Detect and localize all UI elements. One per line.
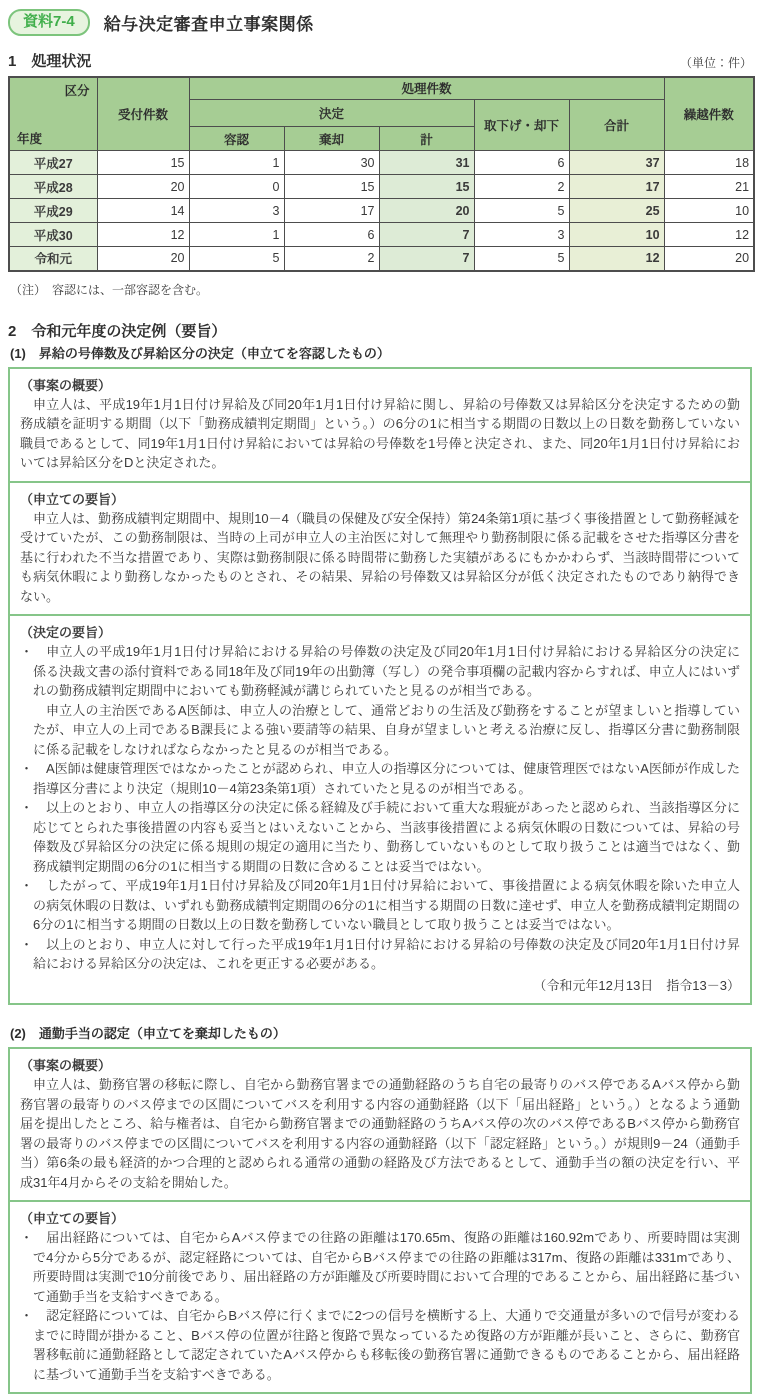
box-title-decision: （決定の要旨） [20,625,112,640]
petition-text: 届出経路については、自宅からAバス停までの往路の距離は170.65m、復路の距離は160.92mであり、所要時間は実測で4分から5分であるが、認定経路については、自宅からBバス停までの往路の距離は317m、復路の距離は331mであり、所要時間は実測で10分前後であり、届出経路の方が距離及び所要時間において合理的であることから、届出経路に基づいて通勤手当を支給すべきである。 [33,1230,740,1304]
box-title-overview: （事案の概要） [20,1058,112,1073]
decision-text: したがって、平成19年1月1日付け昇給及び同20年1月1日付け昇給において、事後措置による病気休暇を除いた申立人の病気休暇の日数は、いずれも勤務成績判定期間の6分の1に相当する期間の日数に達せず、申立人を勤務成績判定期間の6分の1に相当する期間の日数以上の日数を勤務していない職員として取り扱うことは妥当ではない。 [33,878,740,932]
case2-box [8,1047,752,1394]
petition-text: 認定経路については、自宅からBバス停に行くまでに2つの信号を横断する上、大通りで交通量が多いので信号が変わるまでに時間が掛かること、Bバス停の位置が往路と復路で異なっているため復路の方が距離が長いこと、さらに、勤務官署移転前に通勤経路として認定されていたAバス停からも移転後の勤務官署に通勤できるものであることから、届出経路に基づいて通勤手当を支給すべきである。 [33,1308,740,1382]
col-header-accepted: 容認 [189,127,284,151]
value-cell-total: 12 [569,247,664,271]
value-cell: 10 [664,199,754,223]
value-cell: 2 [474,175,569,199]
year-cell: 平成30 [9,223,97,247]
col-header-processed: 処理件数 [189,77,664,100]
value-cell-total: 17 [569,175,664,199]
decision-text: 申立人の平成19年1月1日付け昇給における昇給の号俸数の決定及び同20年1月1日付け昇給における昇給区分の決定に係る決裁文書の添付資料である同18年及び同19年の出勤簿（写し）の発令事項欄の記載内容からすれば、申立人にはいずれの勤務成績判定期間中においても勤務軽減が講じられていたと見るのが相当である。 [33,644,740,698]
overview-paragraph: 申立人は、平成19年1月1日付け昇給及び同20年1月1日付け昇給に関し、昇給の号俸数又は昇給区分を決定するための勤務成績を証明する期間（以下「勤務成績判定期間」という。）の6分の1に相当する期間の日数以上の日数を勤務していない職員であるとして、同19年1月1日付け昇給においては昇給の号俸数を1号俸と決定され、また、同20年1月1日付け昇給においては昇給区分をDと決定された。 [20,396,740,470]
table-row [9,247,754,271]
value-cell: 14 [97,199,189,223]
table-corner-cell [9,77,97,151]
value-cell: 15 [97,151,189,175]
doc-title: 給与決定審査申立事案関係 [103,14,314,34]
value-cell: 5 [474,199,569,223]
value-cell-subtotal: 15 [379,175,474,199]
table-row [9,175,754,199]
overview-paragraph: 申立人は、勤務官署の移転に際し、自宅から勤務官署までの通勤経路のうち自宅の最寄りのバス停であるAバス停から勤務官署の最寄りのバス停までの区間についてバスを利用する内容の通勤経路（以下「届出経路」という。）となるよう通勤届を提出したところ、給与権者は、自宅から勤務官署までの通勤経路のうちAバス停の次のバス停であるBバス停から勤務官署の最寄りのバス停までの区間についてバスを利用する内容の通勤経路（以下「認定経路」という。）が規則9－24（通勤手当）第6条の最も経済的かつ合理的と認められる通常の通勤の経路及び方法であるとして、通勤手当の額の決定を行い、平成31年4月からその支給を開始した。 [20,1077,740,1190]
decision-bullet [20,759,740,798]
col-header-dismissed: 棄却 [284,127,379,151]
table-note: （注） 容認には、一部容認を含む。 [10,282,209,297]
value-cell-subtotal: 20 [379,199,474,223]
section2-heading: 2 令和元年度の決定例（要旨） [8,322,227,340]
value-cell: 12 [664,223,754,247]
bullet-glyph: ・ [20,936,34,952]
box-title-petition: （申立ての要旨） [20,1211,125,1226]
case1-petition [10,481,750,615]
status-table [8,76,755,272]
value-cell: 20 [97,175,189,199]
value-cell: 6 [474,151,569,175]
corner-label-nendo: 年度 [17,132,43,146]
bullet-glyph: ・ [20,644,34,659]
case2-overview [10,1049,750,1200]
table-row [9,223,754,247]
value-cell-subtotal: 7 [379,223,474,247]
value-cell: 5 [474,247,569,271]
petition-bullet [20,1306,740,1384]
bullet-glyph: ・ [20,761,34,776]
value-cell: 21 [664,175,754,199]
decision-bullet [20,876,740,935]
section1-heading: 1 処理状況 [8,52,92,70]
value-cell: 30 [284,151,379,175]
case1-box [8,367,752,1006]
value-cell-total: 37 [569,151,664,175]
value-cell-subtotal: 31 [379,151,474,175]
value-cell: 3 [189,199,284,223]
corner-label-kubun: 区分 [64,83,90,98]
value-cell: 1 [189,223,284,247]
value-cell: 0 [189,175,284,199]
col-header-carryover: 繰越件数 [664,77,754,151]
bullet-glyph: ・ [20,1308,34,1323]
col-header-decision: 決定 [189,100,474,127]
table-row [9,199,754,223]
bullet-glyph: ・ [20,1230,34,1245]
col-header-subtotal: 計 [379,127,474,151]
petition-bullet [20,1228,740,1306]
value-cell: 5 [189,247,284,271]
value-cell: 17 [284,199,379,223]
value-cell: 15 [284,175,379,199]
value-cell: 6 [284,223,379,247]
value-cell: 3 [474,223,569,247]
year-cell: 平成29 [9,199,97,223]
bullet-glyph: ・ [20,878,34,893]
value-cell: 12 [97,223,189,247]
doc-header [8,9,752,36]
case2-heading: (2) 通勤手当の認定（申立てを棄却したもの） [10,1026,286,1041]
case2-petition [10,1200,750,1392]
decision-bullet [20,642,740,701]
case1-decision [10,614,750,1003]
value-cell: 20 [97,247,189,271]
year-cell: 平成28 [9,175,97,199]
decision-bullet [20,935,740,974]
decision-date-line: （令和元年12月13日 指令13－3） [533,977,740,993]
year-cell: 令和元 [9,247,97,271]
unit-note: （単位：件） [679,55,752,70]
box-title-petition: （申立ての要旨） [20,491,125,507]
decision-bullet [20,798,740,876]
bullet-glyph: ・ [20,800,34,815]
decision-text: 以上のとおり、申立人に対して行った平成19年1月1日付け昇給における昇給の号俸数の決定及び同20年1月1日付け昇給における昇給区分の決定は、これを更正する必要がある。 [33,936,740,971]
col-header-withdrawn: 取下げ・却下 [474,100,569,151]
decision-text: 以上のとおり、申立人の指導区分の決定に係る経緯及び手続において重大な瑕疵があったと認められ、当該指導区分に応じてとられた事後措置の内容も妥当とはいえないことから、当該事後措置による病気休暇の日数については、昇給の号俸数及び昇給区分の決定に係る規則の規定の適用に当たり、勤務していないものとして取り扱うことは適当ではなく、勤務成績判定期間の6分の1に相当する期間の日数に含めることは妥当ではない。 [33,800,740,874]
material-number-badge: 資料7-4 [8,9,90,36]
box-title-overview: （事案の概要） [20,377,112,393]
decision-paragraph: 申立人の主治医であるA医師は、申立人の治療として、通常どおりの生活及び勤務をすることが望ましいと指導していたが、申立人の上司であるB課長による強い要請等の結果、自身が望ましいと考える治療に反し、指導区分書に勤務制限に係る記載をしなければならなかったと見るのが相当である。 [33,702,740,757]
col-header-received: 受付件数 [97,77,189,151]
value-cell: 18 [664,151,754,175]
col-header-total: 合計 [569,100,664,151]
petition-paragraph: 申立人は、勤務成績判定期間中、規則10－4（職員の保健及び安全保持）第24条第1項に基づく事後措置として勤務軽減を受けていたが、この勤務制限は、当時の上司が申立人の主治医に対して無理やり勤務制限に係る記載をさせた指導区分書を基に行われた不当な措置であり、実際は勤務制限に係る時間帯に勤務した実績があるにもかかわらず、当該時間帯についても病気休暇により勤務しなかったものとされ、その結果、昇給の号俸数又は昇給区分が低く決定されたものであり納得できない。 [20,510,740,604]
case1-heading: (1) 昇給の号俸数及び昇給区分の決定（申立てを容認したもの） [10,345,390,361]
year-cell: 平成27 [9,151,97,175]
value-cell-subtotal: 7 [379,247,474,271]
table-row [9,151,754,175]
case1-overview [10,369,750,481]
value-cell: 2 [284,247,379,271]
section1-heading-row [8,50,752,71]
value-cell: 20 [664,247,754,271]
value-cell: 1 [189,151,284,175]
value-cell-total: 10 [569,223,664,247]
decision-text: A医師は健康管理医ではなかったことが認められ、申立人の指導区分については、健康管理医ではないA医師が作成した指導区分書により決定（規則10－4第23条第1項）されていたと見るのが相当である。 [33,761,740,796]
value-cell-total: 25 [569,199,664,223]
